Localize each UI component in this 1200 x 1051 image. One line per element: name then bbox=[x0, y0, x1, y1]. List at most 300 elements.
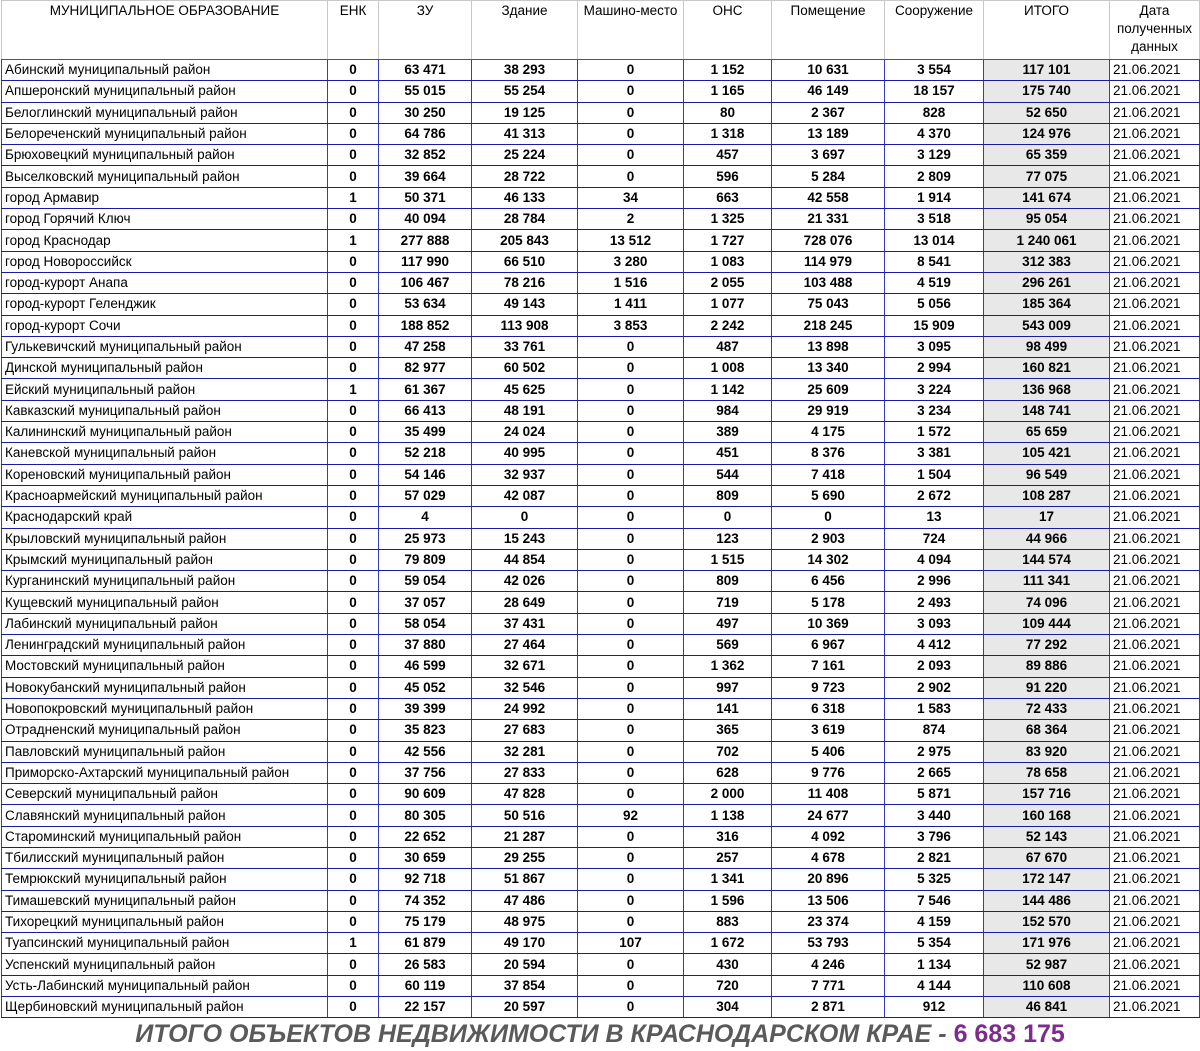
cell-enk: 0 bbox=[328, 102, 379, 123]
table-row bbox=[2, 805, 1200, 826]
cell-enk: 0 bbox=[328, 400, 379, 421]
cell-structure: 3 129 bbox=[885, 145, 984, 166]
cell-municipality: Кореновский муниципальный район bbox=[2, 464, 328, 485]
cell-date: 21.06.2021 bbox=[1110, 592, 1200, 613]
cell-total: 543 009 bbox=[984, 315, 1110, 336]
cell-total: 152 570 bbox=[984, 911, 1110, 932]
cell-building: 60 502 bbox=[472, 358, 578, 379]
cell-enk: 0 bbox=[328, 869, 379, 890]
table-body bbox=[2, 60, 1200, 1018]
cell-date: 21.06.2021 bbox=[1110, 720, 1200, 741]
cell-ons: 316 bbox=[684, 826, 772, 847]
cell-date: 21.06.2021 bbox=[1110, 528, 1200, 549]
cell-structure: 4 370 bbox=[885, 123, 984, 144]
cell-total: 98 499 bbox=[984, 336, 1110, 357]
cell-municipality: Курганинский муниципальный район bbox=[2, 571, 328, 592]
cell-premises: 4 678 bbox=[772, 847, 885, 868]
cell-date: 21.06.2021 bbox=[1110, 81, 1200, 102]
cell-structure: 874 bbox=[885, 720, 984, 741]
cell-municipality: Темрюкский муниципальный район bbox=[2, 869, 328, 890]
cell-zu: 61 879 bbox=[379, 933, 472, 954]
cell-building: 21 287 bbox=[472, 826, 578, 847]
table-row bbox=[2, 869, 1200, 890]
cell-enk: 0 bbox=[328, 123, 379, 144]
cell-zu: 277 888 bbox=[379, 230, 472, 251]
cell-total: 109 444 bbox=[984, 613, 1110, 634]
cell-enk: 0 bbox=[328, 571, 379, 592]
cell-premises: 6 456 bbox=[772, 571, 885, 592]
cell-premises: 4 246 bbox=[772, 954, 885, 975]
cell-total: 1 240 061 bbox=[984, 230, 1110, 251]
cell-ons: 1 325 bbox=[684, 209, 772, 230]
cell-premises: 5 690 bbox=[772, 485, 885, 506]
cell-total: 46 841 bbox=[984, 997, 1110, 1018]
cell-enk: 0 bbox=[328, 635, 379, 656]
cell-ons: 141 bbox=[684, 698, 772, 719]
cell-building: 37 854 bbox=[472, 975, 578, 996]
cell-zu: 59 054 bbox=[379, 571, 472, 592]
cell-premises: 2 871 bbox=[772, 997, 885, 1018]
cell-ons: 2 000 bbox=[684, 784, 772, 805]
cell-municipality: Отрадненский муниципальный район bbox=[2, 720, 328, 741]
cell-enk: 0 bbox=[328, 507, 379, 528]
table-row bbox=[2, 187, 1200, 208]
cell-structure: 8 541 bbox=[885, 251, 984, 272]
cell-zu: 188 852 bbox=[379, 315, 472, 336]
cell-parking-space: 0 bbox=[578, 954, 684, 975]
table-row bbox=[2, 60, 1200, 81]
table-row bbox=[2, 762, 1200, 783]
cell-enk: 0 bbox=[328, 826, 379, 847]
cell-date: 21.06.2021 bbox=[1110, 869, 1200, 890]
cell-enk: 1 bbox=[328, 933, 379, 954]
cell-building: 47 486 bbox=[472, 890, 578, 911]
cell-municipality: город Новороссийск bbox=[2, 251, 328, 272]
cell-structure: 3 095 bbox=[885, 336, 984, 357]
table-row bbox=[2, 549, 1200, 570]
cell-enk: 0 bbox=[328, 741, 379, 762]
cell-building: 27 833 bbox=[472, 762, 578, 783]
table-row bbox=[2, 826, 1200, 847]
table-row bbox=[2, 975, 1200, 996]
cell-building: 19 125 bbox=[472, 102, 578, 123]
grand-total-value: 6 683 175 bbox=[953, 1020, 1065, 1049]
cell-total: 141 674 bbox=[984, 187, 1110, 208]
cell-structure: 724 bbox=[885, 528, 984, 549]
cell-ons: 720 bbox=[684, 975, 772, 996]
cell-premises: 9 776 bbox=[772, 762, 885, 783]
cell-premises: 10 369 bbox=[772, 613, 885, 634]
cell-parking-space: 0 bbox=[578, 60, 684, 81]
cell-ons: 596 bbox=[684, 166, 772, 187]
cell-enk: 0 bbox=[328, 443, 379, 464]
cell-parking-space: 0 bbox=[578, 358, 684, 379]
cell-municipality: Тихорецкий муниципальный район bbox=[2, 911, 328, 932]
cell-building: 78 216 bbox=[472, 272, 578, 293]
cell-building: 48 975 bbox=[472, 911, 578, 932]
cell-premises: 23 374 bbox=[772, 911, 885, 932]
header-zu: ЗУ bbox=[379, 1, 472, 60]
cell-municipality: Ленинградский муниципальный район bbox=[2, 635, 328, 656]
cell-structure: 1 504 bbox=[885, 464, 984, 485]
cell-date: 21.06.2021 bbox=[1110, 443, 1200, 464]
table-row bbox=[2, 379, 1200, 400]
cell-zu: 117 990 bbox=[379, 251, 472, 272]
cell-zu: 50 371 bbox=[379, 187, 472, 208]
cell-enk: 1 bbox=[328, 379, 379, 400]
cell-ons: 0 bbox=[684, 507, 772, 528]
cell-date: 21.06.2021 bbox=[1110, 187, 1200, 208]
table-row bbox=[2, 677, 1200, 698]
cell-parking-space: 0 bbox=[578, 656, 684, 677]
cell-parking-space: 0 bbox=[578, 400, 684, 421]
cell-ons: 702 bbox=[684, 741, 772, 762]
cell-structure: 18 157 bbox=[885, 81, 984, 102]
cell-municipality: Северский муниципальный район bbox=[2, 784, 328, 805]
cell-date: 21.06.2021 bbox=[1110, 890, 1200, 911]
cell-total: 105 421 bbox=[984, 443, 1110, 464]
table-row bbox=[2, 123, 1200, 144]
cell-structure: 3 234 bbox=[885, 400, 984, 421]
table-row bbox=[2, 400, 1200, 421]
cell-parking-space: 0 bbox=[578, 869, 684, 890]
cell-ons: 984 bbox=[684, 400, 772, 421]
cell-date: 21.06.2021 bbox=[1110, 677, 1200, 698]
cell-municipality: Тбилисский муниципальный район bbox=[2, 847, 328, 868]
cell-structure: 15 909 bbox=[885, 315, 984, 336]
cell-structure: 2 996 bbox=[885, 571, 984, 592]
cell-zu: 47 258 bbox=[379, 336, 472, 357]
cell-building: 44 854 bbox=[472, 549, 578, 570]
cell-enk: 1 bbox=[328, 187, 379, 208]
cell-building: 55 254 bbox=[472, 81, 578, 102]
cell-zu: 30 250 bbox=[379, 102, 472, 123]
table-row bbox=[2, 741, 1200, 762]
cell-zu: 54 146 bbox=[379, 464, 472, 485]
cell-premises: 7 771 bbox=[772, 975, 885, 996]
table-row bbox=[2, 358, 1200, 379]
cell-parking-space: 0 bbox=[578, 826, 684, 847]
cell-zu: 30 659 bbox=[379, 847, 472, 868]
cell-premises: 7 418 bbox=[772, 464, 885, 485]
cell-enk: 0 bbox=[328, 464, 379, 485]
cell-structure: 3 796 bbox=[885, 826, 984, 847]
cell-date: 21.06.2021 bbox=[1110, 123, 1200, 144]
cell-building: 42 026 bbox=[472, 571, 578, 592]
cell-date: 21.06.2021 bbox=[1110, 60, 1200, 81]
cell-parking-space: 0 bbox=[578, 635, 684, 656]
cell-parking-space: 0 bbox=[578, 379, 684, 400]
cell-enk: 0 bbox=[328, 975, 379, 996]
cell-structure: 1 134 bbox=[885, 954, 984, 975]
cell-municipality: Успенский муниципальный район bbox=[2, 954, 328, 975]
cell-total: 74 096 bbox=[984, 592, 1110, 613]
cell-municipality: город-курорт Анапа bbox=[2, 272, 328, 293]
cell-structure: 5 056 bbox=[885, 294, 984, 315]
cell-municipality: город Краснодар bbox=[2, 230, 328, 251]
cell-structure: 5 871 bbox=[885, 784, 984, 805]
cell-total: 108 287 bbox=[984, 485, 1110, 506]
table-row bbox=[2, 635, 1200, 656]
cell-ons: 544 bbox=[684, 464, 772, 485]
cell-parking-space: 13 512 bbox=[578, 230, 684, 251]
cell-total: 185 364 bbox=[984, 294, 1110, 315]
cell-enk: 0 bbox=[328, 954, 379, 975]
table-row bbox=[2, 336, 1200, 357]
cell-parking-space: 0 bbox=[578, 890, 684, 911]
cell-parking-space: 3 853 bbox=[578, 315, 684, 336]
cell-ons: 997 bbox=[684, 677, 772, 698]
cell-structure: 2 809 bbox=[885, 166, 984, 187]
cell-structure: 2 093 bbox=[885, 656, 984, 677]
table-row bbox=[2, 81, 1200, 102]
header-total: ИТОГО bbox=[984, 1, 1110, 60]
cell-total: 65 359 bbox=[984, 145, 1110, 166]
cell-parking-space: 3 280 bbox=[578, 251, 684, 272]
header-municipality: МУНИЦИПАЛЬНОЕ ОБРАЗОВАНИЕ bbox=[2, 1, 328, 60]
cell-ons: 430 bbox=[684, 954, 772, 975]
cell-total: 171 976 bbox=[984, 933, 1110, 954]
cell-building: 51 867 bbox=[472, 869, 578, 890]
cell-building: 50 516 bbox=[472, 805, 578, 826]
cell-ons: 451 bbox=[684, 443, 772, 464]
cell-enk: 0 bbox=[328, 166, 379, 187]
cell-structure: 2 665 bbox=[885, 762, 984, 783]
cell-date: 21.06.2021 bbox=[1110, 954, 1200, 975]
cell-total: 17 bbox=[984, 507, 1110, 528]
table-row bbox=[2, 698, 1200, 719]
cell-total: 44 966 bbox=[984, 528, 1110, 549]
cell-zu: 32 852 bbox=[379, 145, 472, 166]
cell-building: 41 313 bbox=[472, 123, 578, 144]
cell-ons: 1 515 bbox=[684, 549, 772, 570]
cell-zu: 53 634 bbox=[379, 294, 472, 315]
cell-municipality: Белоглинский муниципальный район bbox=[2, 102, 328, 123]
cell-zu: 39 664 bbox=[379, 166, 472, 187]
cell-structure: 4 159 bbox=[885, 911, 984, 932]
cell-parking-space: 0 bbox=[578, 145, 684, 166]
cell-date: 21.06.2021 bbox=[1110, 422, 1200, 443]
table-row bbox=[2, 251, 1200, 272]
cell-ons: 365 bbox=[684, 720, 772, 741]
cell-parking-space: 0 bbox=[578, 81, 684, 102]
cell-enk: 0 bbox=[328, 911, 379, 932]
cell-structure: 5 325 bbox=[885, 869, 984, 890]
cell-premises: 75 043 bbox=[772, 294, 885, 315]
cell-municipality: город Горячий Ключ bbox=[2, 209, 328, 230]
cell-ons: 1 672 bbox=[684, 933, 772, 954]
cell-building: 38 293 bbox=[472, 60, 578, 81]
cell-date: 21.06.2021 bbox=[1110, 230, 1200, 251]
table-row bbox=[2, 784, 1200, 805]
cell-zu: 40 094 bbox=[379, 209, 472, 230]
cell-parking-space: 0 bbox=[578, 592, 684, 613]
cell-date: 21.06.2021 bbox=[1110, 358, 1200, 379]
cell-zu: 57 029 bbox=[379, 485, 472, 506]
cell-municipality: Новокубанский муниципальный район bbox=[2, 677, 328, 698]
cell-premises: 3 697 bbox=[772, 145, 885, 166]
cell-enk: 0 bbox=[328, 422, 379, 443]
cell-date: 21.06.2021 bbox=[1110, 997, 1200, 1018]
cell-building: 0 bbox=[472, 507, 578, 528]
cell-date: 21.06.2021 bbox=[1110, 485, 1200, 506]
cell-municipality: Мостовский муниципальный район bbox=[2, 656, 328, 677]
cell-parking-space: 0 bbox=[578, 847, 684, 868]
cell-enk: 1 bbox=[328, 230, 379, 251]
cell-municipality: Крымский муниципальный район bbox=[2, 549, 328, 570]
cell-parking-space: 0 bbox=[578, 528, 684, 549]
cell-ons: 1 596 bbox=[684, 890, 772, 911]
cell-structure: 5 354 bbox=[885, 933, 984, 954]
cell-total: 77 075 bbox=[984, 166, 1110, 187]
cell-premises: 8 376 bbox=[772, 443, 885, 464]
cell-municipality: Усть-Лабинский муниципальный район bbox=[2, 975, 328, 996]
cell-municipality: Абинский муниципальный район bbox=[2, 60, 328, 81]
cell-date: 21.06.2021 bbox=[1110, 784, 1200, 805]
cell-municipality: Краснодарский край bbox=[2, 507, 328, 528]
cell-building: 45 625 bbox=[472, 379, 578, 400]
cell-zu: 79 809 bbox=[379, 549, 472, 570]
cell-total: 117 101 bbox=[984, 60, 1110, 81]
cell-building: 113 908 bbox=[472, 315, 578, 336]
cell-zu: 63 471 bbox=[379, 60, 472, 81]
cell-building: 32 671 bbox=[472, 656, 578, 677]
cell-parking-space: 0 bbox=[578, 571, 684, 592]
cell-parking-space: 0 bbox=[578, 422, 684, 443]
cell-premises: 24 677 bbox=[772, 805, 885, 826]
cell-total: 72 433 bbox=[984, 698, 1110, 719]
cell-total: 124 976 bbox=[984, 123, 1110, 144]
cell-zu: 45 052 bbox=[379, 677, 472, 698]
table-row bbox=[2, 443, 1200, 464]
cell-total: 65 659 bbox=[984, 422, 1110, 443]
cell-date: 21.06.2021 bbox=[1110, 315, 1200, 336]
cell-premises: 13 340 bbox=[772, 358, 885, 379]
cell-structure: 3 093 bbox=[885, 613, 984, 634]
cell-structure: 13 014 bbox=[885, 230, 984, 251]
cell-premises: 29 919 bbox=[772, 400, 885, 421]
cell-ons: 1 083 bbox=[684, 251, 772, 272]
cell-building: 28 722 bbox=[472, 166, 578, 187]
cell-ons: 719 bbox=[684, 592, 772, 613]
cell-date: 21.06.2021 bbox=[1110, 209, 1200, 230]
cell-building: 40 995 bbox=[472, 443, 578, 464]
cell-zu: 26 583 bbox=[379, 954, 472, 975]
cell-parking-space: 0 bbox=[578, 997, 684, 1018]
cell-zu: 35 499 bbox=[379, 422, 472, 443]
cell-municipality: Крыловский муниципальный район bbox=[2, 528, 328, 549]
cell-ons: 389 bbox=[684, 422, 772, 443]
cell-date: 21.06.2021 bbox=[1110, 400, 1200, 421]
cell-enk: 0 bbox=[328, 613, 379, 634]
cell-date: 21.06.2021 bbox=[1110, 805, 1200, 826]
cell-total: 95 054 bbox=[984, 209, 1110, 230]
cell-municipality: Красноармейский муниципальный район bbox=[2, 485, 328, 506]
cell-premises: 114 979 bbox=[772, 251, 885, 272]
cell-ons: 2 055 bbox=[684, 272, 772, 293]
table-row bbox=[2, 294, 1200, 315]
cell-zu: 92 718 bbox=[379, 869, 472, 890]
cell-municipality: Каневской муниципальный район bbox=[2, 443, 328, 464]
cell-enk: 0 bbox=[328, 762, 379, 783]
cell-premises: 4 092 bbox=[772, 826, 885, 847]
cell-building: 66 510 bbox=[472, 251, 578, 272]
cell-ons: 1 152 bbox=[684, 60, 772, 81]
table-row bbox=[2, 422, 1200, 443]
cell-municipality: Староминский муниципальный район bbox=[2, 826, 328, 847]
table-row bbox=[2, 933, 1200, 954]
cell-ons: 809 bbox=[684, 485, 772, 506]
cell-municipality: Щербиновский муниципальный район bbox=[2, 997, 328, 1018]
cell-ons: 1 165 bbox=[684, 81, 772, 102]
cell-date: 21.06.2021 bbox=[1110, 251, 1200, 272]
cell-building: 28 784 bbox=[472, 209, 578, 230]
cell-date: 21.06.2021 bbox=[1110, 933, 1200, 954]
cell-zu: 66 413 bbox=[379, 400, 472, 421]
cell-ons: 487 bbox=[684, 336, 772, 357]
cell-premises: 218 245 bbox=[772, 315, 885, 336]
cell-total: 89 886 bbox=[984, 656, 1110, 677]
real-estate-table bbox=[1, 0, 1200, 1018]
table-row bbox=[2, 720, 1200, 741]
cell-premises: 11 408 bbox=[772, 784, 885, 805]
cell-date: 21.06.2021 bbox=[1110, 975, 1200, 996]
cell-premises: 5 406 bbox=[772, 741, 885, 762]
cell-premises: 53 793 bbox=[772, 933, 885, 954]
cell-parking-space: 0 bbox=[578, 123, 684, 144]
table-row bbox=[2, 315, 1200, 336]
cell-premises: 10 631 bbox=[772, 60, 885, 81]
cell-premises: 42 558 bbox=[772, 187, 885, 208]
cell-parking-space: 1 516 bbox=[578, 272, 684, 293]
cell-ons: 80 bbox=[684, 102, 772, 123]
cell-date: 21.06.2021 bbox=[1110, 613, 1200, 634]
cell-parking-space: 107 bbox=[578, 933, 684, 954]
cell-date: 21.06.2021 bbox=[1110, 507, 1200, 528]
cell-parking-space: 34 bbox=[578, 187, 684, 208]
cell-date: 21.06.2021 bbox=[1110, 847, 1200, 868]
cell-structure: 2 975 bbox=[885, 741, 984, 762]
cell-municipality: Новопокровский муниципальный район bbox=[2, 698, 328, 719]
cell-municipality: Брюховецкий муниципальный район bbox=[2, 145, 328, 166]
cell-enk: 0 bbox=[328, 549, 379, 570]
cell-building: 48 191 bbox=[472, 400, 578, 421]
cell-enk: 0 bbox=[328, 847, 379, 868]
cell-zu: 90 609 bbox=[379, 784, 472, 805]
cell-total: 157 716 bbox=[984, 784, 1110, 805]
cell-ons: 883 bbox=[684, 911, 772, 932]
cell-total: 68 364 bbox=[984, 720, 1110, 741]
cell-municipality: Гулькевичский муниципальный район bbox=[2, 336, 328, 357]
cell-enk: 0 bbox=[328, 805, 379, 826]
header-enk: ЕНК bbox=[328, 1, 379, 60]
cell-municipality: Кущевский муниципальный район bbox=[2, 592, 328, 613]
table-row bbox=[2, 102, 1200, 123]
cell-parking-space: 92 bbox=[578, 805, 684, 826]
cell-structure: 1 583 bbox=[885, 698, 984, 719]
cell-zu: 74 352 bbox=[379, 890, 472, 911]
cell-zu: 37 880 bbox=[379, 635, 472, 656]
table-row bbox=[2, 592, 1200, 613]
cell-building: 25 224 bbox=[472, 145, 578, 166]
cell-municipality: город Армавир bbox=[2, 187, 328, 208]
cell-premises: 20 896 bbox=[772, 869, 885, 890]
cell-zu: 39 399 bbox=[379, 698, 472, 719]
cell-municipality: Приморско-Ахтарский муниципальный район bbox=[2, 762, 328, 783]
cell-zu: 60 119 bbox=[379, 975, 472, 996]
cell-total: 111 341 bbox=[984, 571, 1110, 592]
cell-enk: 0 bbox=[328, 145, 379, 166]
